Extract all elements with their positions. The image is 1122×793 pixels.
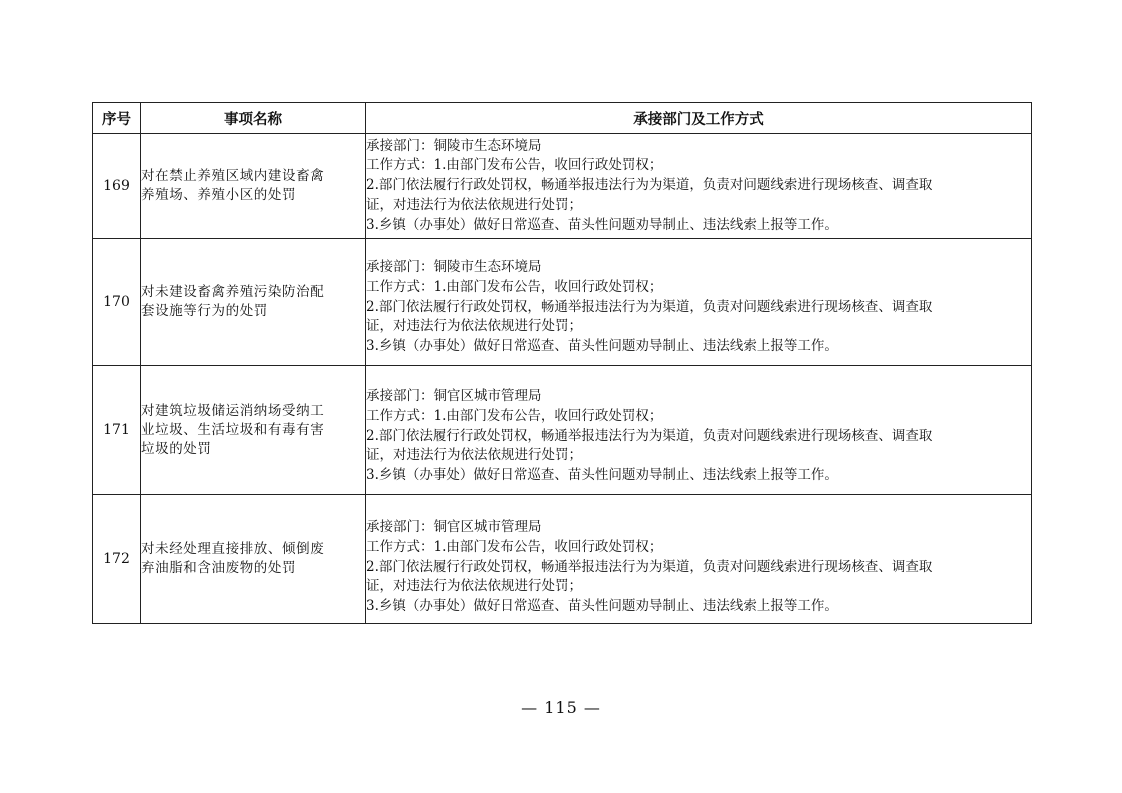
department-method [366,239,1032,366]
row-number: 169 [93,134,141,239]
department-method [366,495,1032,624]
matters-table [92,102,1032,624]
matter-name [141,366,366,495]
row-number: 170 [93,239,141,366]
department-line: 承接部门：铜陵市生态环境局 [366,137,542,154]
header-department-method: 承接部门及工作方式 [366,103,1032,134]
matter-name-line: 对建筑垃圾储运消纳场受纳工 [141,402,325,419]
table-header-row [93,103,1032,134]
matter-name-line: 套设施等行为的处罚 [141,303,268,319]
method-line: 工作方式：1.由部门发布公告，收回行政处罚权； [366,538,663,555]
table-row [93,239,1032,366]
method-line: 工作方式：1.由部门发布公告，收回行政处罚权； [366,157,663,174]
method-line: 2.部门依法履行行政处罚权，畅通举报违法行为为渠道，负责对问题线索进行现场核查、调查取 [366,298,933,315]
page-number: — 115 — [521,698,601,717]
method-line: 2.部门依法履行行政处罚权，畅通举报违法行为为渠道，负责对问题线索进行现场核查、调查取 [366,558,933,575]
matter-name [141,134,366,239]
department-line: 承接部门：铜陵市生态环境局 [366,259,542,275]
department-line: 承接部门：铜官区城市管理局 [366,388,542,404]
header-matter-name: 事项名称 [141,103,366,134]
method-line: 证，对违法行为依法依规进行处罚； [366,578,582,595]
department-method [366,134,1032,239]
method-line: 3.乡镇（办事处）做好日常巡查、苗头性问题劝导制止、违法线索上报等工作。 [366,467,838,484]
method-line: 3.乡镇（办事处）做好日常巡查、苗头性问题劝导制止、违法线索上报等工作。 [366,338,838,355]
matter-name-line: 对在禁止养殖区域内建设畜禽 [141,168,325,184]
matter-name-line: 对未建设畜禽养殖污染防治配 [141,284,325,300]
method-line: 2.部门依法履行行政处罚权，畅通举报违法行为为渠道，负责对问题线索进行现场核查、调查取 [366,177,933,194]
matter-name-line: 业垃圾、生活垃圾和有毒有害 [141,421,325,438]
method-line: 证，对违法行为依法依规进行处罚； [366,318,582,335]
department-method [366,366,1032,495]
method-line: 2.部门依法履行行政处罚权，畅通举报违法行为为渠道，负责对问题线索进行现场核查、调查取 [366,427,933,444]
matter-name [141,239,366,366]
row-number: 172 [93,495,141,624]
department-line: 承接部门：铜官区城市管理局 [366,519,542,535]
table-row [93,495,1032,624]
row-number: 171 [93,366,141,495]
table-row [93,366,1032,495]
method-line: 工作方式：1.由部门发布公告，收回行政处罚权； [366,278,663,295]
header-number: 序号 [93,103,141,134]
matter-name [141,495,366,624]
matter-name-line: 对未经处理直接排放、倾倒废 [141,541,325,557]
matter-name-line: 养殖场、养殖小区的处罚 [141,187,297,203]
method-line: 3.乡镇（办事处）做好日常巡查、苗头性问题劝导制止、违法线索上报等工作。 [366,598,838,615]
method-line: 证，对违法行为依法依规进行处罚； [366,447,582,464]
matter-name-line: 弃油脂和含油废物的处罚 [141,560,297,576]
method-line: 工作方式：1.由部门发布公告，收回行政处罚权； [366,407,663,424]
matter-name-line: 垃圾的处罚 [141,440,212,457]
method-line: 3.乡镇（办事处）做好日常巡查、苗头性问题劝导制止、违法线索上报等工作。 [366,216,838,233]
method-line: 证，对违法行为依法依规进行处罚； [366,196,582,213]
table-row [93,134,1032,239]
